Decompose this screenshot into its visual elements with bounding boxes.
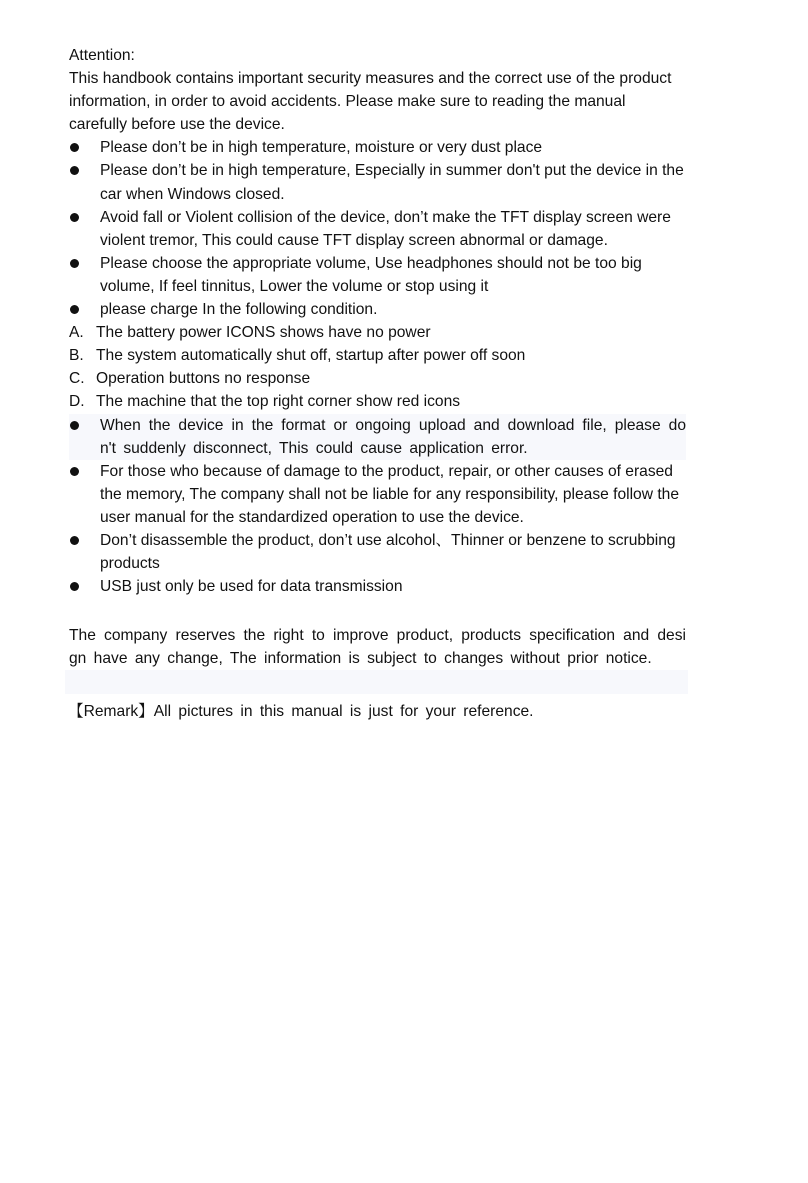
attention-heading: Attention: — [69, 47, 135, 64]
precautions-list-continued — [69, 414, 686, 599]
list-item — [69, 414, 686, 460]
list-item — [69, 321, 686, 344]
list-item — [69, 529, 686, 575]
list-item — [69, 575, 686, 598]
list-item-text: USB just only be used for data transmission — [100, 578, 403, 596]
list-item-text: Avoid fall or Violent collision of the device, don’t make the TFT display screen were violent tremor, This could cause TFT display screen abnormal or damage. — [100, 208, 671, 249]
list-item — [69, 206, 686, 252]
condition-letter: D. — [69, 393, 85, 411]
list-item — [69, 159, 686, 205]
condition-letter: A. — [69, 324, 84, 342]
list-item-text: When the device in the format or ongoing upload and download file, please do n't suddenly disconnect, This could cause application error. — [100, 416, 686, 457]
list-item-text: Please don’t be in high temperature, moisture or very dust place — [100, 139, 543, 157]
condition-letter: C. — [69, 370, 85, 388]
bullet-dot-icon — [70, 582, 79, 591]
remark-paragraph: 【Remark】All pictures in this manual is just for your reference. — [68, 703, 534, 721]
bullet-dot-icon — [70, 213, 79, 222]
condition-text: Operation buttons no response — [96, 370, 311, 388]
list-item-text: Don’t disassemble the product, don’t use alcohol、Thinner or benzene to scrubbing products — [100, 531, 676, 573]
list-item-text: Please choose the appropriate volume, Use headphones should not be too big volume, If feel tinnitus, Lower the volume or stop using it — [100, 254, 642, 295]
charge-conditions-list — [69, 321, 686, 413]
condition-text: The battery power ICONS shows have no power — [96, 324, 431, 342]
list-item — [69, 136, 686, 159]
intro-paragraph: This handbook contains important security measures and the correct use of the product information, in order to avoid accidents. Please make sure to reading the manual carefully before use the device. — [69, 70, 672, 134]
list-item — [69, 367, 686, 390]
list-item-text: For those who because of damage to the product, repair, or other causes of erased the memory, The company shall not be liable for any responsibility, please follow the user manual for the standardized operation to use the device. — [100, 462, 680, 526]
bullet-dot-icon — [70, 305, 79, 314]
bullet-dot-icon — [70, 259, 79, 268]
condition-letter: B. — [69, 347, 84, 365]
list-item-text: Please don’t be in high temperature, Especially in summer don't put the device in the car when Windows closed. — [100, 162, 684, 203]
list-item — [69, 298, 686, 321]
condition-text: The system automatically shut off, startup after power off soon — [96, 347, 526, 365]
bullet-dot-icon — [70, 143, 79, 152]
bullet-dot-icon — [70, 421, 79, 430]
bullet-dot-icon — [70, 536, 79, 545]
list-item — [69, 344, 686, 367]
shaded-band — [65, 670, 688, 694]
list-item-text: please charge In the following condition. — [100, 301, 378, 319]
bullet-dot-icon — [70, 467, 79, 476]
list-item — [69, 390, 686, 413]
condition-text: The machine that the top right corner show red icons — [96, 393, 461, 411]
list-item — [69, 252, 686, 298]
manual-page — [69, 44, 686, 724]
notice-paragraph: The company reserves the right to improve product, products specification and desi gn have any change, The information is subject to changes without prior notice. — [69, 627, 686, 668]
bullet-dot-icon — [70, 166, 79, 175]
list-item — [69, 460, 686, 529]
precautions-list — [69, 136, 686, 321]
